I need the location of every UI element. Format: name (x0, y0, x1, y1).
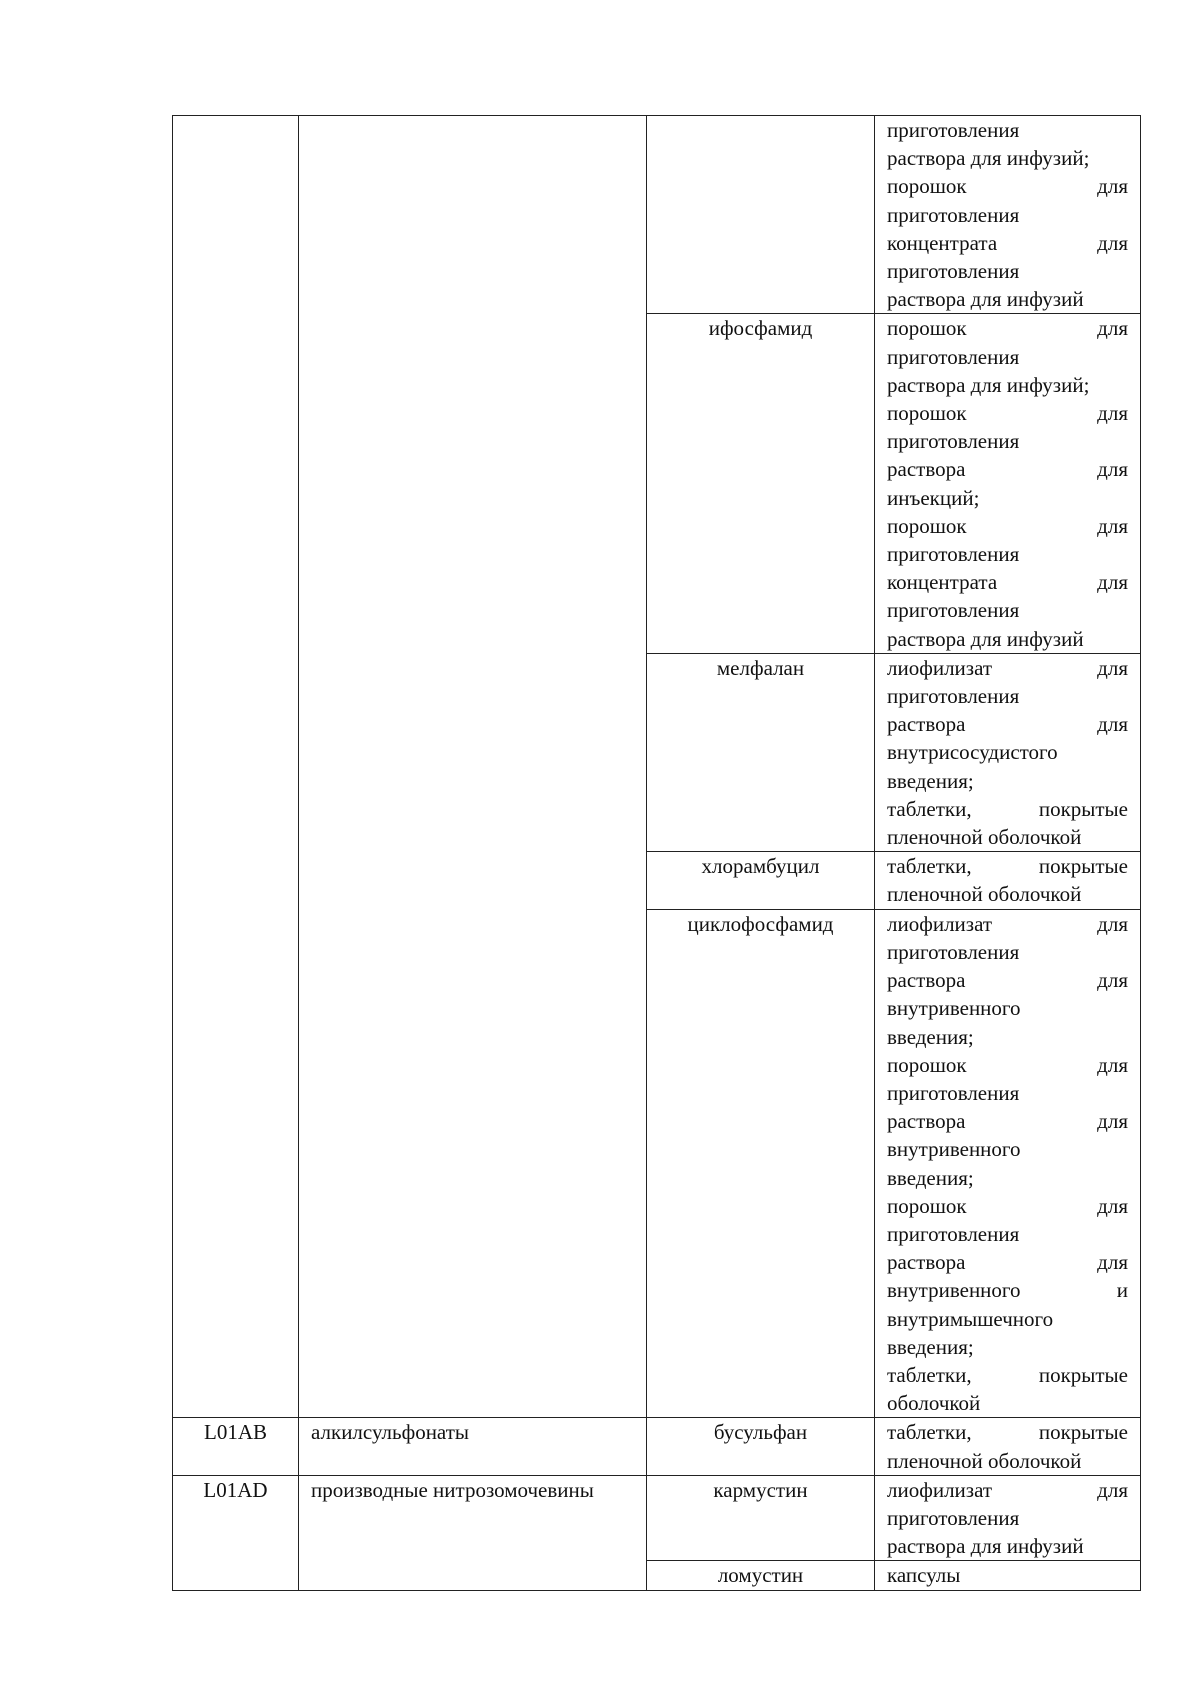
table-row (173, 1418, 1141, 1475)
dosage-form-line (887, 512, 1128, 540)
dosage-form-word: раствора для инфузий; (887, 372, 1090, 397)
atc-code-cell: L01AB (173, 1418, 299, 1475)
dosage-form-word: раствора (887, 968, 966, 993)
dosage-form-word: раствора для инфузий (887, 1534, 1084, 1559)
dosage-form-word: раствора для инфузий; (887, 146, 1090, 171)
dosage-form-line (887, 682, 1128, 710)
dosage-form-word: раствора для инфузий (887, 287, 1084, 312)
dosage-form-word: для (1097, 712, 1128, 737)
dosage-form-line (887, 1447, 1128, 1475)
dosage-form-word: внутрисосудистого (887, 740, 1058, 765)
dosage-form-line (887, 1079, 1128, 1107)
dosage-form-line (887, 767, 1128, 795)
dosage-form-word: внутривенного (887, 1137, 1021, 1162)
dosage-form-line (887, 144, 1128, 172)
dosage-form-line (887, 852, 1128, 880)
dosage-form-line (887, 1051, 1128, 1079)
dosage-form-line (887, 994, 1128, 1022)
drug-name-cell: бусульфан (647, 1418, 875, 1475)
dosage-form-word: внутривенного (887, 996, 1021, 1021)
dosage-form-line (887, 116, 1128, 144)
dosage-form-word: для (1097, 1052, 1128, 1077)
dosage-form-line (887, 710, 1128, 738)
dosage-form-line (887, 1248, 1128, 1276)
drug-group-cell: алкилсульфонаты (299, 1418, 647, 1475)
atc-code-cell: L01AD (173, 1475, 299, 1590)
dosage-form-cell (875, 653, 1141, 851)
dosage-form-word: приготовления (887, 429, 1020, 454)
dosage-form-line (887, 427, 1128, 455)
drug-name-cell (647, 116, 875, 314)
dosage-form-line (887, 1476, 1128, 1504)
dosage-form-line (887, 1532, 1128, 1560)
dosage-form-word: таблетки, (887, 796, 972, 821)
dosage-form-line (887, 1561, 1128, 1589)
dosage-form-word: порошок (887, 401, 967, 426)
dosage-form-line (887, 738, 1128, 766)
dosage-form-line (887, 966, 1128, 994)
dosage-form-line (887, 1418, 1128, 1446)
dosage-form-line (887, 654, 1128, 682)
dosage-form-word: для (1097, 513, 1128, 538)
dosage-form-word: для (1097, 655, 1128, 680)
dosage-form-line (887, 1276, 1128, 1304)
dosage-form-word: для (1097, 911, 1128, 936)
dosage-form-cell (875, 909, 1141, 1418)
dosage-form-word: покрытые (1038, 796, 1128, 821)
dosage-form-word: раствора (887, 1109, 966, 1134)
drug-group-cell (299, 116, 647, 1418)
dosage-form-word: введения; (887, 768, 974, 793)
dosage-form-word: внутривенного (887, 1278, 1021, 1303)
dosage-form-line (887, 484, 1128, 512)
dosage-form-word: таблетки, (887, 1362, 972, 1387)
dosage-form-word: для (1097, 230, 1128, 255)
drug-name-cell: ифосфамид (647, 314, 875, 653)
dosage-form-word: приготовления (887, 542, 1020, 567)
dosage-form-word: пленочной оболочкой (887, 1448, 1082, 1473)
dosage-form-line (887, 1361, 1128, 1389)
dosage-form-word: концентрата (887, 230, 998, 255)
drug-name-cell: циклофосфамид (647, 909, 875, 1418)
atc-code-cell (173, 116, 299, 1418)
drug-name-cell: ломустин (647, 1561, 875, 1590)
dosage-form-line (887, 399, 1128, 427)
dosage-form-line (887, 1333, 1128, 1361)
dosage-form-word: для (1097, 401, 1128, 426)
dosage-form-word: пленочной оболочкой (887, 882, 1082, 907)
dosage-form-word: лиофилизат (887, 911, 993, 936)
dosage-form-word: приготовления (887, 1505, 1020, 1530)
dosage-form-word: приготовления (887, 202, 1020, 227)
dosage-form-cell (875, 852, 1141, 909)
dosage-form-word: для (1097, 1477, 1128, 1502)
dosage-form-word: приготовления (887, 344, 1020, 369)
dosage-form-word: для (1097, 1109, 1128, 1134)
dosage-form-word: приготовления (887, 939, 1020, 964)
dosage-form-word: покрытые (1038, 1420, 1128, 1445)
dosage-form-word: концентрата (887, 570, 998, 595)
dosage-form-word: для (1097, 174, 1128, 199)
dosage-form-word: для (1097, 1193, 1128, 1218)
dosage-form-word: порошок (887, 1193, 967, 1218)
dosage-form-line (887, 795, 1128, 823)
dosage-form-line (887, 1305, 1128, 1333)
dosage-form-line (887, 823, 1128, 851)
dosage-form-word: таблетки, (887, 854, 972, 879)
dosage-form-cell (875, 1561, 1141, 1590)
dosage-form-word: раствора (887, 457, 966, 482)
dosage-form-word: введения; (887, 1165, 974, 1190)
dosage-form-word: лиофилизат (887, 655, 993, 680)
drug-name-cell: кармустин (647, 1475, 875, 1561)
dosage-form-word: инъекций; (887, 485, 980, 510)
drug-group-cell: производные нитрозомочевины (299, 1475, 647, 1590)
dosage-form-word: раствора (887, 712, 966, 737)
dosage-form-word: покрытые (1038, 854, 1128, 879)
table-row (173, 1475, 1141, 1561)
dosage-form-word: для (1097, 316, 1128, 341)
dosage-form-word: пленочной оболочкой (887, 825, 1082, 850)
dosage-form-word: покрытые (1038, 1362, 1128, 1387)
dosage-form-word: введения; (887, 1334, 974, 1359)
dosage-form-word: приготовления (887, 598, 1020, 623)
dosage-form-cell (875, 1418, 1141, 1475)
dosage-form-word: введения; (887, 1024, 974, 1049)
dosage-form-line (887, 172, 1128, 200)
drug-table-body (173, 116, 1141, 1591)
dosage-form-line (887, 880, 1128, 908)
dosage-form-line (887, 1164, 1128, 1192)
dosage-form-cell (875, 116, 1141, 314)
drug-table (172, 115, 1141, 1591)
dosage-form-line (887, 938, 1128, 966)
dosage-form-line (887, 568, 1128, 596)
dosage-form-line (887, 1389, 1128, 1417)
dosage-form-line (887, 455, 1128, 483)
dosage-form-line (887, 201, 1128, 229)
dosage-form-line (887, 625, 1128, 653)
dosage-form-word: внутримышечного (887, 1306, 1054, 1331)
dosage-form-word: для (1097, 457, 1128, 482)
dosage-form-word: для (1097, 1250, 1128, 1275)
dosage-form-word: таблетки, (887, 1420, 972, 1445)
dosage-form-line (887, 540, 1128, 568)
dosage-form-line (887, 371, 1128, 399)
dosage-form-word: раствора для инфузий (887, 626, 1084, 651)
dosage-form-line (887, 1023, 1128, 1051)
dosage-form-word: приготовления (887, 1080, 1020, 1105)
dosage-form-word: приготовления (887, 118, 1020, 142)
dosage-form-word: и (1116, 1278, 1128, 1303)
dosage-form-word: приготовления (887, 684, 1020, 709)
dosage-form-word: для (1097, 968, 1128, 993)
drug-name-cell: мелфалан (647, 653, 875, 851)
dosage-form-line (887, 910, 1128, 938)
dosage-form-word: порошок (887, 316, 967, 341)
dosage-form-word: раствора (887, 1250, 966, 1275)
table-row (173, 116, 1141, 314)
dosage-form-word: приготовления (887, 259, 1020, 284)
dosage-form-line (887, 596, 1128, 624)
dosage-form-cell (875, 1475, 1141, 1561)
dosage-form-word: порошок (887, 513, 967, 538)
dosage-form-cell (875, 314, 1141, 653)
dosage-form-line (887, 1220, 1128, 1248)
dosage-form-line (887, 1107, 1128, 1135)
dosage-form-word: приготовления (887, 1221, 1020, 1246)
dosage-form-word: для (1097, 570, 1128, 595)
dosage-form-line (887, 1504, 1128, 1532)
dosage-form-line (887, 314, 1128, 342)
dosage-form-line (887, 1135, 1128, 1163)
dosage-form-line (887, 257, 1128, 285)
drug-name-cell: хлорамбуцил (647, 852, 875, 909)
dosage-form-word: оболочкой (887, 1391, 981, 1416)
dosage-form-word: порошок (887, 174, 967, 199)
dosage-form-line (887, 229, 1128, 257)
dosage-form-word: капсулы (887, 1563, 961, 1588)
dosage-form-word: лиофилизат (887, 1477, 993, 1502)
dosage-form-line (887, 285, 1128, 313)
dosage-form-line (887, 343, 1128, 371)
dosage-form-line (887, 1192, 1128, 1220)
dosage-form-word: порошок (887, 1052, 967, 1077)
